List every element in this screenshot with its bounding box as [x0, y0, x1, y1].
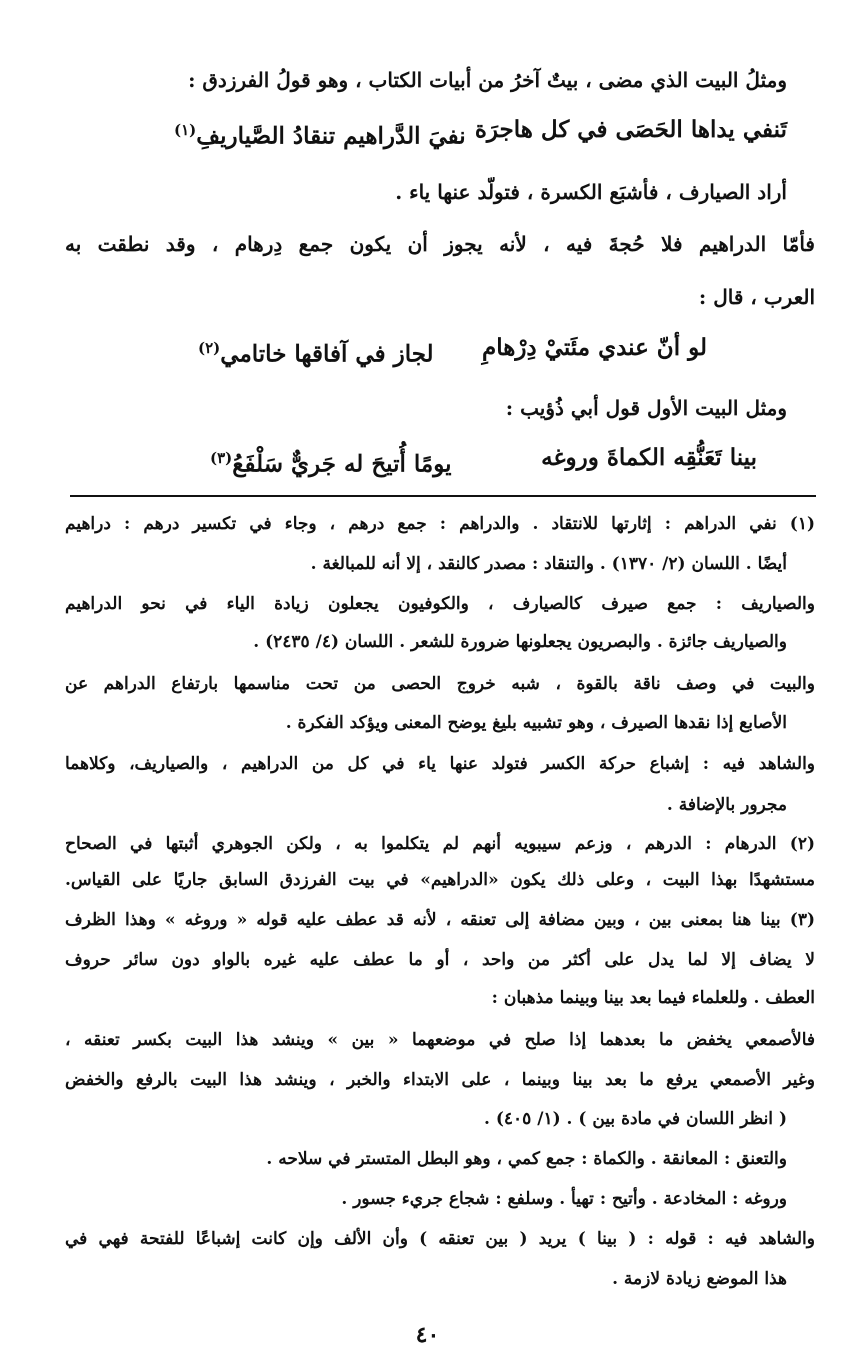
footnote-marker-3: (٣): [210, 449, 233, 467]
footnote-line-7: والشاهد فيه : إشباع حركة الكسر فتولد عنها ياء في كل من الدراهيم ، والصياريف، وكلاهما: [65, 754, 815, 774]
verse-3-left-hemistich: يومًا أُتيحَ له جَريٌّ سَلْفَعُ$^{(٣)}$: [210, 449, 452, 478]
main-paragraph-3-line-2: العرب ، قال :: [698, 285, 815, 309]
footnote-line-13: العطف . وللعلماء فيما بعد بينا وبينما مذهبان :: [491, 988, 815, 1008]
footnote-line-20: هذا الموضع زيادة لازمة .: [612, 1269, 787, 1289]
footnote-line-12: لا يضاف إلا لما يدل على أكثر من واحد ، أو ما عطف عليه غيره بالواو دون سائر حروف: [65, 950, 815, 970]
verse-2-left-hemistich: لجاز في آفاقها خاتامي$^{(٢)}$: [198, 339, 434, 368]
footnote-line-1: (١) نفي الدراهم : إثارتها للانتقاد . والدراهم : جمع درهم ، وجاء في تكسير درهم : دراهيم: [65, 514, 815, 534]
footnote-line-5: والبيت في وصف ناقة بالقوة ، شبه خروج الحصى من تحت مناسمها بارتفاع الدراهم عن: [65, 674, 815, 694]
verse-3-right-hemistich: بينا تَعَنُّقِه الكماةَ وروغه: [541, 444, 757, 471]
main-paragraph-2: أراد الصيارف ، فأشبَع الكسرة ، فتولّد عنها ياء .: [395, 180, 787, 204]
verse-1-right-hemistich: تَنفي يداها الحَصَى في كل هاجرَة: [474, 116, 787, 143]
footnote-line-17: والتعنق : المعانقة . والكماة : جمع كمي ، وهو البطل المتستر في سلاحه .: [266, 1149, 787, 1169]
footnote-line-6: الأصابع إذا نقدها الصيرف ، وهو تشبيه بليغ يوضح المعنى ويؤكد الفكرة .: [285, 713, 787, 733]
footnote-line-8: مجرور بالإضافة .: [666, 795, 787, 815]
footnote-marker-2: (٢): [198, 339, 221, 357]
footnote-line-4: والصياريف جائزة . والبصريون يجعلونها ضرورة للشعر . اللسان (٤/ ٢٤٣٥) .: [253, 632, 787, 652]
footnote-line-3: والصياريف : جمع صيرف كالصيارف ، والكوفيون يجعلون زيادة الياء في نحو الدراهيم: [65, 594, 815, 614]
footnote-marker-1: (١): [174, 121, 197, 139]
footnote-line-15: وغير الأصمعي يرفع ما بعد بينا وبينما ، على الابتداء والخبر ، وينشد هذا البيت بالرفع والخفض: [65, 1070, 815, 1090]
footnote-line-18: وروغه : المخادعة . وأتيح : تهيأ . وسلفع : شجاع جريء جسور .: [341, 1189, 787, 1209]
footnote-line-11: (٣) بينا هنا بمعنى بين ، وبين مضافة إلى تعنقه ، لأنه قد عطف عليه قوله « وروغه » وهذا الظرف: [65, 910, 815, 930]
main-paragraph-3-line-1: فأمّا الدراهيم فلا حُجةَ فيه ، لأنه يجوز أن يكون جمع دِرهام ، وقد نطقت به: [65, 232, 815, 256]
footnote-line-16: ( انظر اللسان في مادة بين ) . (١/ ٤٠٥) .: [484, 1109, 787, 1129]
page-number: ٤٠: [415, 1322, 440, 1348]
footnote-line-9: (٢) الدرهام : الدرهم ، وزعم سيبويه أنهم لم يتكلموا به ، ولكن الجوهري أثبتها في الصحاح: [65, 834, 815, 854]
footnote-line-2: أيضًا . اللسان (٢/ ١٣٧٠) . والتنقاد : مصدر كالنقد ، إلا أنه للمبالغة .: [310, 554, 787, 574]
verse-1-left-hemistich: نفيَ الدَّراهيم تنقادُ الصَّياريفِ$^{(١)}$: [174, 121, 466, 150]
footnote-line-10: مستشهدًا بهذا البيت ، وعلى ذلك يكون «الدراهيم» في بيت الفرزدق السابق جاريًا على القياس.: [65, 870, 815, 890]
footnote-separator-rule: [70, 495, 816, 497]
footnote-line-14: فالأصمعي يخفض ما بعدهما إذا صلح في موضعهما « بين » وينشد هذا البيت بكسر تعنقه ،: [65, 1030, 815, 1050]
verse-2-right-hemistich: لو أنّ عندي مئَتيْ دِرْهامِ: [481, 334, 707, 361]
main-paragraph-1: ومثلُ البيت الذي مضى ، بيتٌ آخرُ من أبيات الكتاب ، وهو قولُ الفرزدق :: [188, 68, 787, 92]
main-paragraph-4: ومثل البيت الأول قول أبي ذُؤيب :: [505, 396, 787, 420]
footnote-line-19: والشاهد فيه : قوله : ( بينا ) يريد ( بين تعنقه ) وأن الألف وإن كانت إشباعًا للفتحة فهي في: [65, 1229, 815, 1249]
